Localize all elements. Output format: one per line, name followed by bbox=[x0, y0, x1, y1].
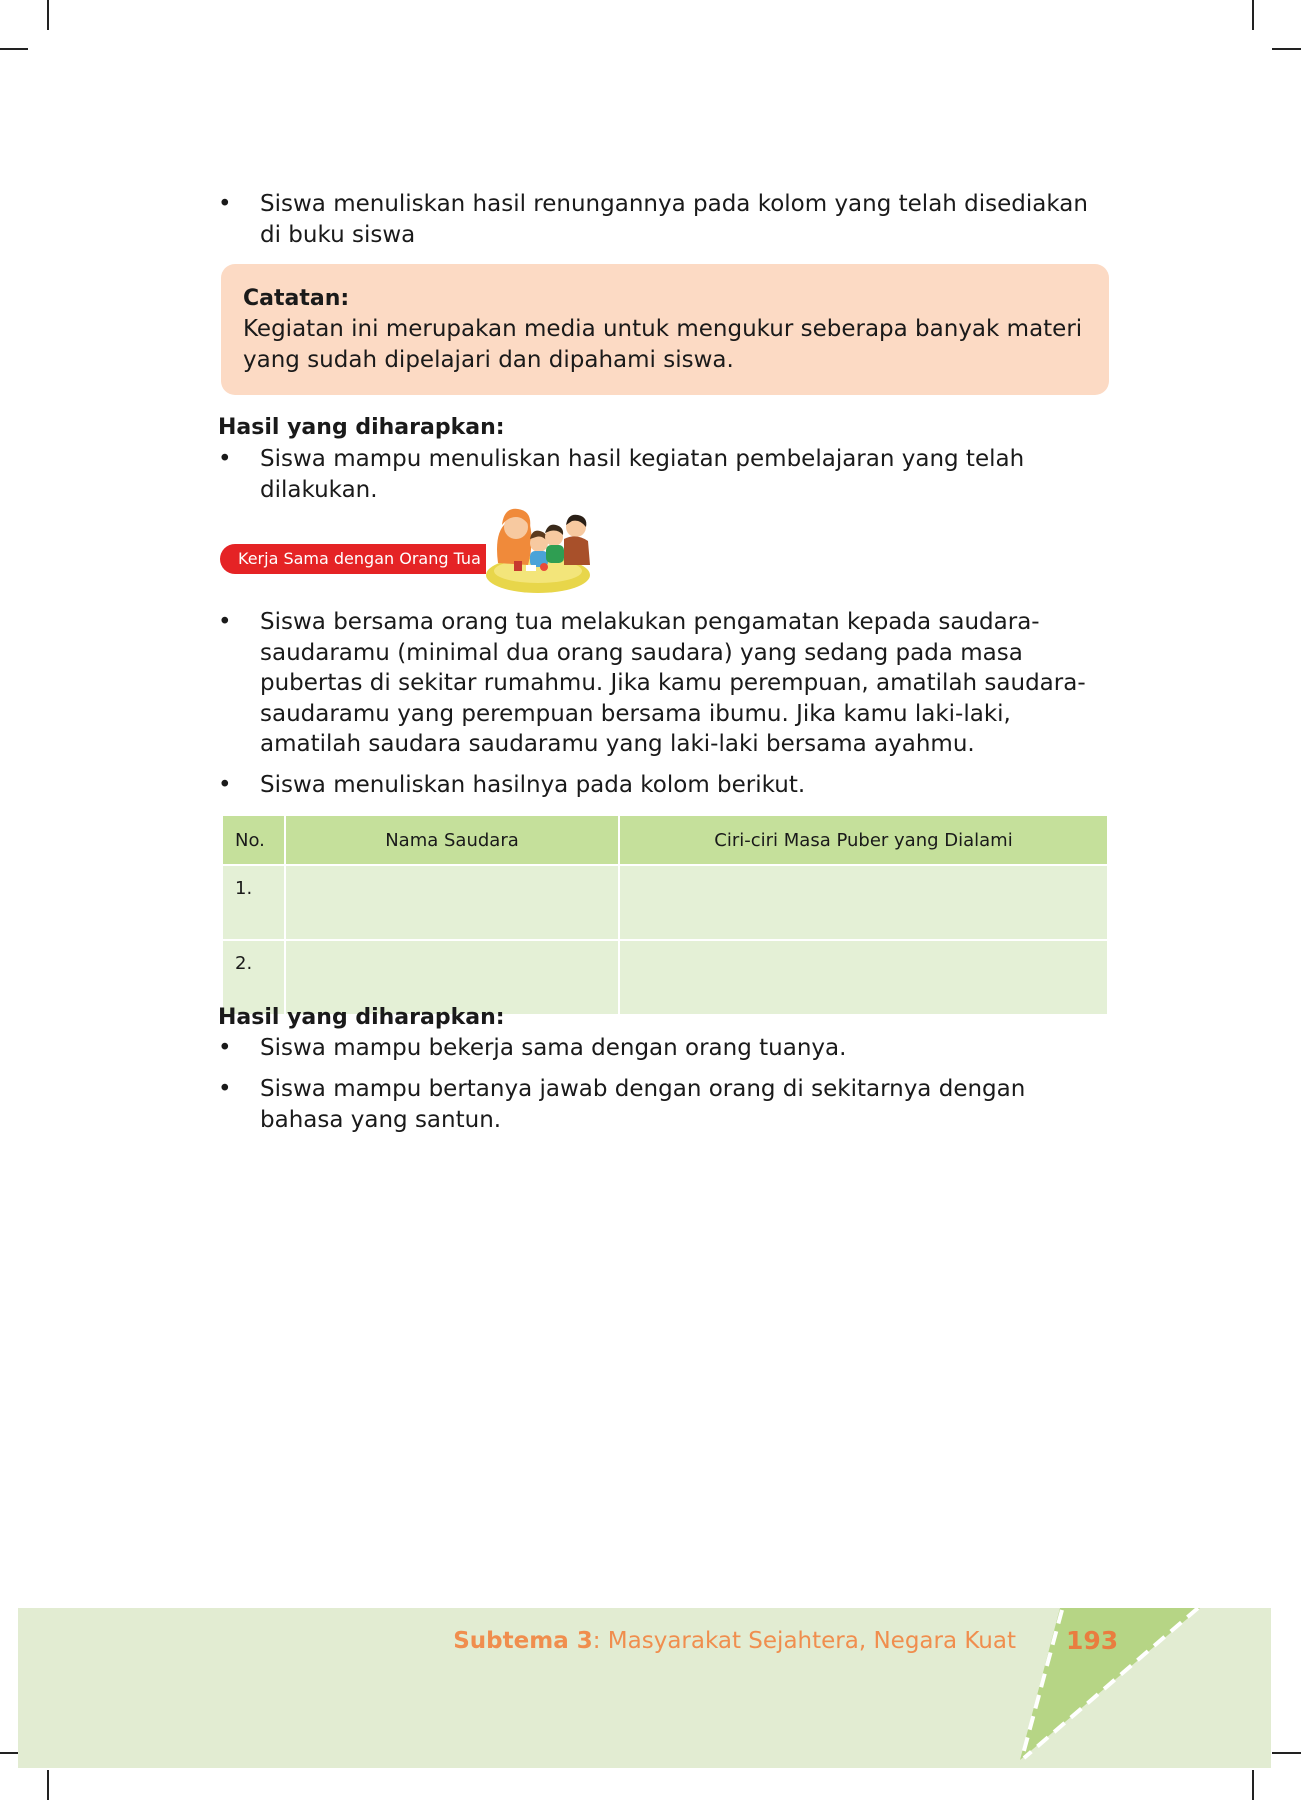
table-cell-ciri[interactable] bbox=[619, 865, 1108, 940]
crop-mark bbox=[1252, 0, 1254, 30]
table-header-row bbox=[222, 815, 1108, 865]
crop-mark bbox=[47, 0, 49, 30]
table-cell-nama[interactable] bbox=[285, 865, 619, 940]
expected-heading-1: Hasil yang diharapkan: bbox=[218, 415, 505, 440]
bullet-dot: • bbox=[218, 1035, 232, 1061]
table-header-ciri: Ciri-ciri Masa Puber yang Dialami bbox=[619, 815, 1108, 865]
expected-2-bullet-1 bbox=[218, 1033, 1108, 1064]
table-header-no: No. bbox=[222, 815, 285, 865]
intro-bullet-text: Siswa menuliskan hasil renungannya pada kolom yang telah disediakan di buku siswa bbox=[260, 191, 1088, 248]
note-box bbox=[221, 264, 1109, 395]
intro-bullet bbox=[218, 189, 1108, 250]
bullet-dot: • bbox=[218, 446, 232, 472]
family-illustration bbox=[484, 503, 596, 595]
expected-1-bullet bbox=[218, 444, 1108, 505]
expected-2-bullet-2-text: Siswa mampu bertanya jawab dengan orang di sekitarnya dengan bahasa yang santun. bbox=[260, 1076, 1026, 1133]
activity-bullet-2 bbox=[218, 770, 1108, 801]
activity-bullet-2-text: Siswa menuliskan hasilnya pada kolom berikut. bbox=[260, 772, 806, 798]
crop-mark bbox=[1272, 48, 1301, 50]
table-cell-no: 1. bbox=[222, 865, 285, 940]
bullet-dot: • bbox=[218, 1076, 232, 1102]
bullet-dot: • bbox=[218, 772, 232, 798]
note-body: Kegiatan ini merupakan media untuk mengukur seberapa banyak materi yang sudah dipelajari dan dipahami siswa. bbox=[243, 316, 1083, 373]
bullet-dot: • bbox=[218, 609, 232, 635]
footer-subtema-title: : Masyarakat Sejahtera, Negara Kuat bbox=[592, 1628, 1016, 1654]
table-cell-no: 2. bbox=[222, 940, 285, 1015]
crop-mark bbox=[1272, 1752, 1301, 1754]
crop-mark bbox=[1252, 1770, 1254, 1800]
crop-mark bbox=[47, 1770, 49, 1800]
observation-table bbox=[221, 814, 1109, 1016]
activity-bullet-1-text: Siswa bersama orang tua melakukan pengamatan kepada saudara-saudaramu (minimal dua orang saudara) yang sedang pada masa pubertas di sekitar rumahmu. Jika kamu perempuan, amatilah saudara-saudaramu yang perempuan bersama ibumu. Jika kamu laki-laki, amatilah saudara saudaramu yang laki-laki bersama ayahmu. bbox=[260, 609, 1086, 757]
expected-heading-2: Hasil yang diharapkan: bbox=[218, 1005, 505, 1030]
expected-2-bullet-2 bbox=[218, 1074, 1108, 1135]
crop-mark bbox=[0, 48, 28, 50]
table-row bbox=[222, 865, 1108, 940]
expected-1-bullet-text: Siswa mampu menuliskan hasil kegiatan pembelajaran yang telah dilakukan. bbox=[260, 446, 1025, 503]
page-number: 193 bbox=[1066, 1626, 1119, 1655]
table-cell-ciri[interactable] bbox=[619, 940, 1108, 1015]
section-tag: Kerja Sama dengan Orang Tua bbox=[220, 544, 486, 574]
bullet-dot: • bbox=[218, 191, 232, 217]
footer-subtema-label: Subtema 3 bbox=[453, 1628, 593, 1654]
table-header-nama: Nama Saudara bbox=[285, 815, 619, 865]
expected-2-bullet-1-text: Siswa mampu bekerja sama dengan orang tuanya. bbox=[260, 1035, 847, 1061]
note-title: Catatan: bbox=[243, 286, 350, 311]
footer-subtema bbox=[453, 1625, 1016, 1657]
activity-bullet-1 bbox=[218, 607, 1108, 760]
